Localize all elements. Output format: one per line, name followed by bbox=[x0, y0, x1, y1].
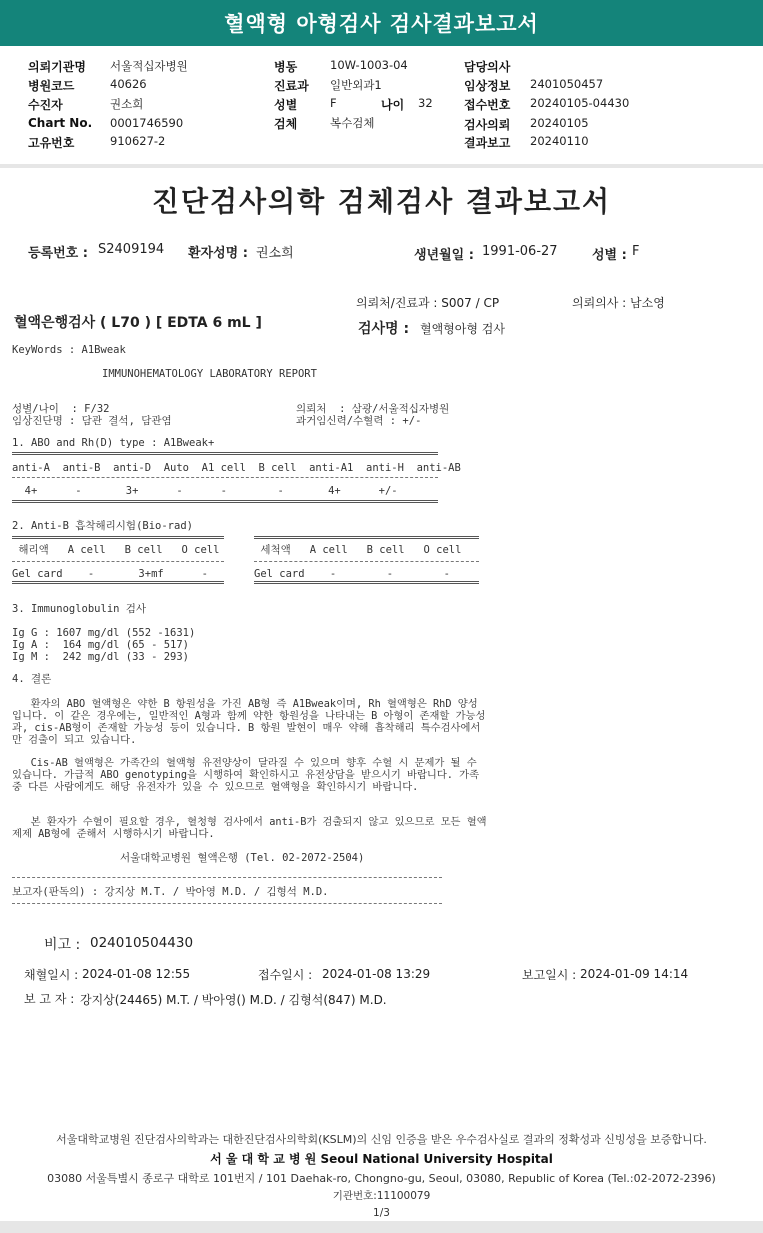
chart-no-value: 0001746590 bbox=[110, 116, 184, 130]
patient-name-value: 권소희 bbox=[256, 246, 294, 261]
section-anti-b-adsorption: 2. Anti-B 흡착해리시험(Bio-rad) bbox=[12, 520, 193, 532]
page-number: 1/3 bbox=[373, 1207, 390, 1219]
doctor-label: 담당의사 bbox=[464, 60, 511, 74]
hospital-code-label: 병원코드 bbox=[28, 79, 75, 93]
section-immunoglobulin: 3. Immunoglobulin 검사 bbox=[12, 603, 147, 615]
requesting-org-label: 의뢰기관명 bbox=[28, 60, 86, 74]
elution-table-values: Gel card - 3+mf - bbox=[12, 568, 208, 580]
section-conclusion: 4. 결론 bbox=[12, 673, 52, 685]
clinical-info-value: 2401050457 bbox=[530, 77, 604, 91]
abo-table-mid-rule bbox=[12, 477, 438, 478]
reg-no-label: 등록번호 : bbox=[28, 246, 88, 261]
test-name-value: 혈액형아형 검사 bbox=[420, 322, 505, 336]
dept-label: 진료과 bbox=[274, 79, 309, 93]
specimen-label: 검체 bbox=[274, 117, 298, 131]
conclusion-paragraph-3: 본 환자가 수혈이 필요할 경우, 혈청형 검사에서 anti-B가 검출되지 않고 있으므로 모든 혈액제제 AB형에 준해서 시행하시기 바랍니다. bbox=[12, 816, 487, 840]
patient-sex-value: F bbox=[632, 244, 640, 259]
request-place-line: 의뢰처 : 삼광/서울적십자병원 bbox=[296, 403, 450, 415]
unique-no-label: 고유번호 bbox=[28, 136, 75, 150]
wash-table-top-rule bbox=[254, 536, 479, 539]
specimen-value: 복수검체 bbox=[330, 116, 375, 130]
wash-table-mid-rule bbox=[254, 561, 479, 562]
test-request-label: 검사의뢰 bbox=[464, 118, 511, 132]
wash-table-bottom-rule bbox=[254, 581, 479, 584]
collection-time-value: 2024-01-08 12:55 bbox=[82, 967, 191, 981]
age-value: 32 bbox=[418, 96, 433, 110]
receipt-time-value: 2024-01-08 13:29 bbox=[322, 967, 431, 981]
igg-result: Ig G : 1607 mg/dl (552 -1631) bbox=[12, 627, 196, 639]
page-bottom-bar bbox=[0, 1221, 763, 1233]
dob-value: 1991-06-27 bbox=[482, 244, 558, 259]
report-title: 진단검사의학 검체검사 결과보고서 bbox=[151, 185, 612, 218]
dept-value: 일반외과1 bbox=[330, 78, 382, 92]
ward-label: 병동 bbox=[274, 60, 298, 74]
report-banner-title: 혈액형 아형검사 검사결과보고서 bbox=[0, 0, 763, 46]
reporter-names-label: 보 고 자 : bbox=[24, 992, 75, 1006]
unique-no-value: 910627-2 bbox=[110, 134, 166, 148]
result-report-label: 결과보고 bbox=[464, 136, 511, 150]
order-header bbox=[0, 48, 763, 166]
abo-table-top-rule bbox=[12, 452, 438, 455]
reporter-names-value: 강지상(24465) M.T. / 박아영() M.D. / 김형석(847) M.D. bbox=[80, 993, 387, 1007]
request-dept: 의뢰처/진료과 : S007 / CP bbox=[356, 296, 500, 310]
sex-label: 성별 bbox=[274, 98, 298, 112]
report-time-label: 보고일시 : bbox=[522, 968, 577, 982]
result-report-value: 20240110 bbox=[530, 134, 589, 148]
lab-report-heading: IMMUNOHEMATOLOGY LABORATORY REPORT bbox=[102, 368, 317, 380]
section-abo-rh: 1. ABO and Rh(D) type : A1Bweak+ bbox=[12, 437, 215, 449]
remark-label: 비고 : bbox=[44, 937, 81, 953]
iga-result: Ig A : 164 mg/dl (65 - 517) bbox=[12, 639, 190, 651]
reporter-bottom-rule bbox=[12, 903, 442, 904]
clinical-info-label: 임상정보 bbox=[464, 79, 511, 93]
institution-number: 기관번호:11100079 bbox=[332, 1190, 431, 1202]
elution-table-header: 해리액 A cell B cell O cell bbox=[12, 544, 220, 556]
conclusion-paragraph-2: Cis-AB 혈액형은 가족간의 혈액형 유전양상이 달라질 수 있으며 향후 수혈 시 문제가 될 수 있습니다. 가급적 ABO genotyping을 시행하여 확인하시고 유전상담을 받으시기 바랍니다. 가족 중 다른 사람에게도 해당 유전자가 있을 수 있으므로 혈액형을 확인하시기 바랍니다. bbox=[12, 757, 486, 793]
conclusion-paragraph-1: 환자의 ABO 혈액형은 약한 B 항원성을 가진 AB형 즉 A1Bweak이며, Rh 혈액형은 RhD 양성입니다. 이 같은 경우에는, 일반적인 A형과 함께 약한 항원성을 나타내는 B 아형이 존재할 가능성과, cis-AB형이 존재할 가능성 등이 있습니다. B 항원 발현이 매우 약해 흡착해리 특수검사에서만 검출이 되고 있습니다. bbox=[12, 698, 486, 746]
abo-table-bottom-rule bbox=[12, 500, 438, 503]
age-label: 나이 bbox=[381, 98, 405, 112]
history-line: 과거임신력/수혈력 : +/- bbox=[296, 415, 422, 427]
receipt-no-label: 접수번호 bbox=[464, 98, 511, 112]
elution-table-mid-rule bbox=[12, 561, 224, 562]
hospital-code-value: 40626 bbox=[110, 77, 147, 91]
elution-table-bottom-rule bbox=[12, 581, 224, 584]
patient-label: 수진자 bbox=[28, 98, 63, 112]
diagnosis-line: 임상진단명 : 담관 결석, 담관염 bbox=[12, 415, 172, 427]
igm-result: Ig M : 242 mg/dl (33 - 293) bbox=[12, 651, 190, 663]
header-divider bbox=[0, 164, 763, 168]
remark-value: 024010504430 bbox=[90, 935, 194, 951]
chart-no-label: Chart No. bbox=[28, 116, 93, 130]
sex-value: F bbox=[330, 96, 337, 110]
test-name-label: 검사명 : bbox=[358, 321, 410, 337]
report-time-value: 2024-01-09 14:14 bbox=[580, 967, 689, 981]
abo-table-header: anti-A anti-B anti-D Auto A1 cell B cell anti-A1 anti-H anti-AB bbox=[12, 462, 461, 474]
sex-age-line: 성별/나이 : F/32 bbox=[12, 403, 110, 415]
abo-table-values: 4+ - 3+ - - - 4+ +/- bbox=[12, 485, 398, 497]
ward-value: 10W-1003-04 bbox=[330, 58, 408, 72]
receipt-no-value: 20240105-04430 bbox=[530, 96, 630, 110]
elution-table-top-rule bbox=[12, 536, 224, 539]
request-doctor: 의뢰의사 : 남소영 bbox=[572, 296, 665, 310]
reporter-top-rule bbox=[12, 877, 442, 878]
hospital-address: 03080 서울특별시 종로구 대학로 101번지 / 101 Daehak-ro, Chongno-gu, Seoul, 03080, Republic of Korea (Tel.:02-2072-2396) bbox=[47, 1172, 716, 1185]
test-code: 혈액은행검사 ( L70 ) [ EDTA 6 mL ] bbox=[14, 315, 262, 331]
dob-label: 생년월일 : bbox=[414, 248, 474, 263]
reporter-line: 보고자(판독의) : 강지상 M.T. / 박아영 M.D. / 김형석 M.D. bbox=[12, 886, 329, 898]
patient-sex-label: 성별 : bbox=[592, 248, 627, 263]
certification-statement: 서울대학교병원 진단검사의학과는 대한진단검사의학회(KSLM)의 신임 인증을 받은 우수검사실로 결과의 정확성과 신빙성을 보증합니다. bbox=[56, 1133, 707, 1146]
wash-table-values: Gel card - - - bbox=[254, 568, 450, 580]
test-request-value: 20240105 bbox=[530, 116, 589, 130]
blood-bank-contact: 서울대학교병원 혈액은행 (Tel. 02-2072-2504) bbox=[120, 852, 365, 864]
collection-time-label: 채혈일시 : bbox=[24, 968, 79, 982]
patient-value: 권소희 bbox=[110, 97, 144, 111]
reg-no-value: S2409194 bbox=[98, 242, 165, 257]
wash-table-header: 세척액 A cell B cell O cell bbox=[254, 544, 462, 556]
receipt-time-label: 접수일시 : bbox=[258, 968, 313, 982]
patient-name-label: 환자성명 : bbox=[188, 246, 248, 261]
hospital-name: 서 울 대 학 교 병 원 Seoul National University Hospital bbox=[210, 1152, 553, 1166]
keywords: KeyWords : A1Bweak bbox=[12, 344, 126, 356]
requesting-org-value: 서울적십자병원 bbox=[110, 59, 188, 73]
